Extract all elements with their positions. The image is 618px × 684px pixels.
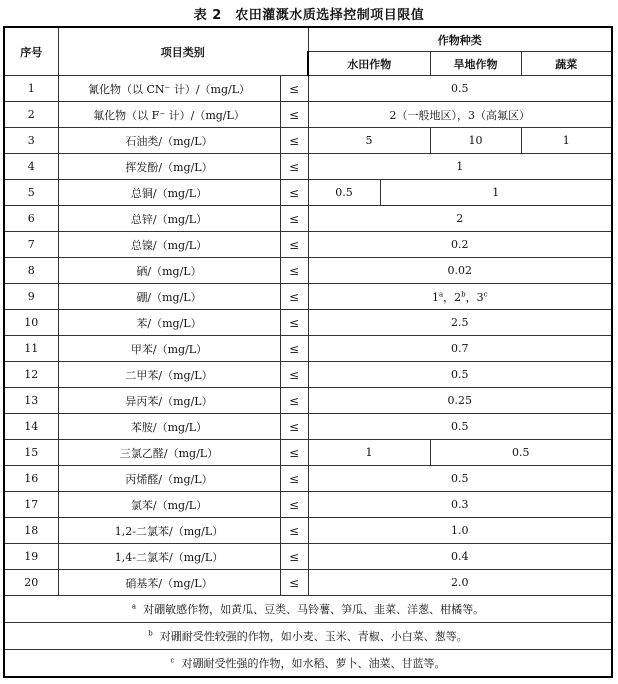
operator: ≤ <box>280 128 308 154</box>
operator: ≤ <box>280 310 308 336</box>
footnote-mark: c <box>170 656 175 665</box>
limit-value: 0.7 <box>308 336 612 362</box>
footnote-text: 对硼耐受性强的作物，如水稻、萝卜、油菜、甘蓝等。 <box>181 657 446 670</box>
operator: ≤ <box>280 336 308 362</box>
boron-value-a: 1 <box>431 290 439 304</box>
item-name: 氰化物（以 CN⁻ 计）/（mg/L） <box>58 76 280 102</box>
item-name: 丙烯醛/（mg/L） <box>58 466 280 492</box>
footnote-ref-c: c <box>483 289 488 298</box>
limit-value: 0.02 <box>308 258 612 284</box>
table-row <box>4 102 612 128</box>
operator: ≤ <box>280 570 308 596</box>
table-row <box>4 466 612 492</box>
limit-value-paddy: 0.5 <box>308 180 380 206</box>
footnote-row <box>4 596 612 623</box>
limit-value: 2（一般地区），3（高氟区） <box>308 102 612 128</box>
limit-value: 0.5 <box>308 466 612 492</box>
table-row <box>4 180 612 206</box>
operator: ≤ <box>280 544 308 570</box>
table-row <box>4 76 612 102</box>
boron-value-b: 2 <box>454 290 462 304</box>
limit-value: 0.5 <box>308 76 612 102</box>
row-number: 1 <box>4 76 58 102</box>
row-number: 11 <box>4 336 58 362</box>
table-row <box>4 206 612 232</box>
table-row <box>4 492 612 518</box>
limit-value-paddy: 5 <box>308 128 430 154</box>
item-name: 氟化物（以 F⁻ 计）/（mg/L） <box>58 102 280 128</box>
item-name: 总锌/（mg/L） <box>58 206 280 232</box>
table-row <box>4 310 612 336</box>
operator: ≤ <box>280 154 308 180</box>
header-dry: 旱地作物 <box>430 52 521 76</box>
table-row <box>4 570 612 596</box>
footnote-mark: b <box>148 629 153 638</box>
table-row <box>4 388 612 414</box>
operator: ≤ <box>280 258 308 284</box>
limit-value-other: 0.5 <box>430 440 612 466</box>
operator: ≤ <box>280 466 308 492</box>
row-number: 13 <box>4 388 58 414</box>
limit-value: 0.4 <box>308 544 612 570</box>
limit-value: 2.5 <box>308 310 612 336</box>
item-name: 氯苯/（mg/L） <box>58 492 280 518</box>
table-row <box>4 154 612 180</box>
row-number: 20 <box>4 570 58 596</box>
table-title: 表 2 农田灌溉水质选择控制项目限值 <box>193 8 425 23</box>
row-number: 19 <box>4 544 58 570</box>
limit-value-boron: 1$^a$，2$^b$，3$^c$ <box>308 284 612 310</box>
header-crop-group: 作物种类 <box>308 27 612 52</box>
row-number: 4 <box>4 154 58 180</box>
table-row <box>4 414 612 440</box>
table-row <box>4 440 612 466</box>
limit-value: 1 <box>308 154 612 180</box>
limit-value-veg: 1 <box>521 128 612 154</box>
item-name: 苯胺/（mg/L） <box>58 414 280 440</box>
row-number: 2 <box>4 102 58 128</box>
row-number: 9 <box>4 284 58 310</box>
footnote-ref-b: b <box>461 289 466 298</box>
footnote-row <box>4 650 612 678</box>
row-number: 8 <box>4 258 58 284</box>
item-name: 1,4-二氯苯/（mg/L） <box>58 544 280 570</box>
limit-value: 0.2 <box>308 232 612 258</box>
item-name: 总铜/（mg/L） <box>58 180 280 206</box>
item-name: 三氯乙醛/（mg/L） <box>58 440 280 466</box>
item-name: 苯/（mg/L） <box>58 310 280 336</box>
operator: ≤ <box>280 362 308 388</box>
table-row <box>4 362 612 388</box>
row-number: 7 <box>4 232 58 258</box>
table-row <box>4 284 612 310</box>
item-name: 硝基苯/（mg/L） <box>58 570 280 596</box>
header-seq: 序号 <box>4 27 58 76</box>
item-name: 1,2-二氯苯/（mg/L） <box>58 518 280 544</box>
operator: ≤ <box>280 180 308 206</box>
footnote-b <box>4 623 612 650</box>
limit-value: 1.0 <box>308 518 612 544</box>
header-category: 项目类别 <box>58 27 308 76</box>
footnote-text: 对硼耐受性较强的作物，如小麦、玉米、青椒、小白菜、葱等。 <box>159 630 468 643</box>
row-number: 16 <box>4 466 58 492</box>
operator: ≤ <box>280 102 308 128</box>
boron-value-c: 3 <box>476 290 484 304</box>
footnote-ref-a: a <box>438 289 444 298</box>
operator: ≤ <box>280 388 308 414</box>
row-number: 12 <box>4 362 58 388</box>
footnote-a <box>4 596 612 623</box>
limit-value: 0.3 <box>308 492 612 518</box>
footnote-mark: a <box>131 602 137 611</box>
operator: ≤ <box>280 232 308 258</box>
table-row <box>4 232 612 258</box>
header-paddy: 水田作物 <box>308 52 430 76</box>
footnote-row <box>4 623 612 650</box>
row-number: 15 <box>4 440 58 466</box>
row-number: 10 <box>4 310 58 336</box>
item-name: 硒/（mg/L） <box>58 258 280 284</box>
limit-value-paddy: 1 <box>308 440 430 466</box>
table-row <box>4 544 612 570</box>
item-name: 二甲苯/（mg/L） <box>58 362 280 388</box>
table-row <box>4 518 612 544</box>
limit-value: 0.5 <box>308 414 612 440</box>
limit-value-other: 1 <box>380 180 612 206</box>
operator: ≤ <box>280 414 308 440</box>
limit-value: 2.0 <box>308 570 612 596</box>
item-name: 总镍/（mg/L） <box>58 232 280 258</box>
footnote-text: 对硼敏感作物，如黄瓜、豆类、马铃薯、笋瓜、韭菜、洋葱、柑橘等。 <box>143 603 485 616</box>
water-quality-table <box>3 26 613 678</box>
row-number: 17 <box>4 492 58 518</box>
operator: ≤ <box>280 440 308 466</box>
item-name: 异丙苯/（mg/L） <box>58 388 280 414</box>
limit-value-dry: 10 <box>430 128 521 154</box>
operator: ≤ <box>280 284 308 310</box>
item-name: 甲苯/（mg/L） <box>58 336 280 362</box>
table-row <box>4 336 612 362</box>
row-number: 3 <box>4 128 58 154</box>
operator: ≤ <box>280 206 308 232</box>
operator: ≤ <box>280 518 308 544</box>
header-veg: 蔬菜 <box>521 52 612 76</box>
table-row <box>4 258 612 284</box>
item-name: 硼/（mg/L） <box>58 284 280 310</box>
footnote-c <box>4 650 612 678</box>
row-number: 6 <box>4 206 58 232</box>
item-name: 挥发酚/（mg/L） <box>58 154 280 180</box>
table-row <box>4 128 612 154</box>
limit-value: 2 <box>308 206 612 232</box>
row-number: 5 <box>4 180 58 206</box>
limit-value: 0.5 <box>308 362 612 388</box>
item-name: 石油类/（mg/L） <box>58 128 280 154</box>
row-number: 14 <box>4 414 58 440</box>
row-number: 18 <box>4 518 58 544</box>
operator: ≤ <box>280 76 308 102</box>
operator: ≤ <box>280 492 308 518</box>
limit-value: 0.25 <box>308 388 612 414</box>
